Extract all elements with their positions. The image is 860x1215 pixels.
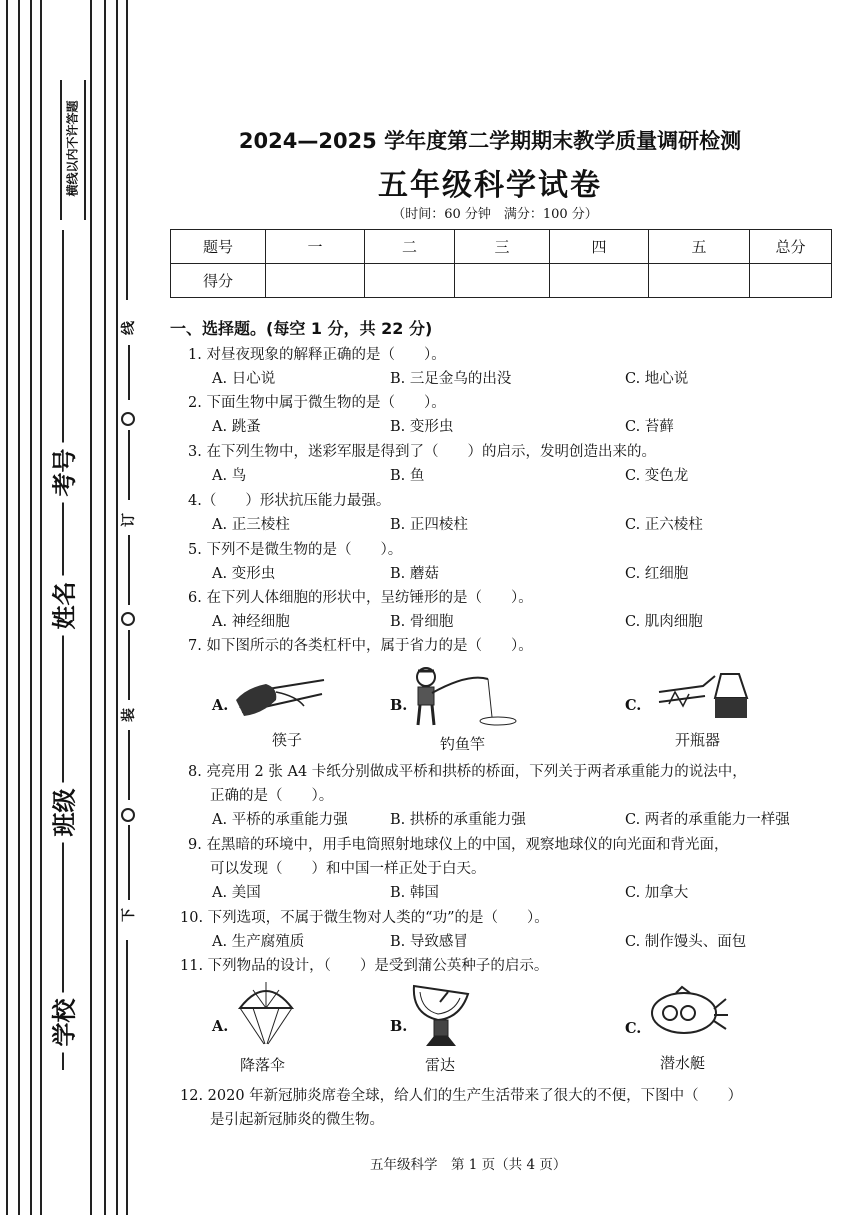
score-cell: 题号 [171, 230, 266, 264]
option-a: A. 变形虫 [212, 566, 276, 582]
score-input-cell[interactable] [266, 264, 365, 298]
caption-bottle-opener: 开瓶器 [675, 731, 721, 749]
field-name: 姓名 [45, 576, 80, 636]
option-a: A. 平桥的承重能力强 [212, 812, 348, 828]
binding-dash [128, 825, 130, 900]
binding-dash [128, 630, 130, 700]
question-stem-continued: 是引起新冠肺炎的微生物。 [210, 1112, 384, 1128]
option-b: B. 拱桥的承重能力强 [390, 812, 526, 828]
option-c: C. 两者的承重能力一样强 [625, 812, 790, 828]
score-cell: 总分 [750, 230, 832, 264]
option-c: C. 正六棱柱 [625, 517, 703, 533]
section-heading: 一、选择题。(每空 1 分，共 22 分) [170, 319, 433, 338]
option-c: C. 红细胞 [625, 566, 689, 582]
option-a: A. 日心说 [212, 371, 276, 387]
submarine-image [648, 985, 733, 1040]
binding-hole [121, 612, 135, 626]
binding-dash [128, 345, 130, 400]
score-row-label: 得分 [171, 264, 266, 298]
option-b: B. 骨细胞 [390, 614, 454, 630]
fishing-rod-image [408, 663, 528, 733]
option-b-label: B. [390, 697, 408, 714]
option-a-label: A. [212, 697, 229, 714]
question-stem: 6. 在下列人体细胞的形状中，呈纺锤形的是（ ）。 [188, 590, 533, 606]
caption-parachute: 降落伞 [240, 1056, 286, 1074]
option-c: C. 加拿大 [625, 885, 689, 901]
notice-text: 横线以内不许答题 [65, 100, 80, 197]
binding-hole [121, 412, 135, 426]
option-b: B. 三足金乌的出没 [390, 371, 512, 387]
radar-image [408, 980, 478, 1052]
binding-dash [128, 430, 130, 500]
field-class: 班级 [45, 783, 80, 843]
question-stem: 10. 下列选项，不属于微生物对人类的“功”的是（ ）。 [180, 910, 549, 926]
question-stem: 4.（ ）形状抗压能力最强。 [188, 493, 391, 509]
parachute-image [236, 980, 296, 1052]
option-b: B. 蘑菇 [390, 566, 439, 582]
question-stem-continued: 正确的是（ ）。 [210, 788, 334, 804]
score-table [170, 229, 832, 298]
option-a: A. 神经细胞 [212, 614, 290, 630]
option-a: A. 美国 [212, 885, 261, 901]
score-table-header-row [171, 230, 832, 264]
score-input-cell[interactable] [649, 264, 750, 298]
page-footer: 五年级科学 第 1 页（共 4 页） [370, 1157, 567, 1173]
option-c-label: C. [625, 697, 642, 714]
student-info-line [62, 230, 84, 1070]
question-stem: 8. 亮亮用 2 张 A4 卡纸分别做成平桥和拱桥的桥面，下列关于两者承重能力的说法中， [188, 764, 747, 780]
caption-chopsticks: 筷子 [272, 731, 303, 749]
score-cell: 一 [266, 230, 365, 264]
score-input-cell[interactable] [455, 264, 550, 298]
question-stem: 3. 在下列生物中，迷彩军服是得到了（ ）的启示，发明创造出来的。 [188, 444, 656, 460]
binding-mark-order: 订 [121, 513, 137, 527]
question-stem: 7. 如下图所示的各类杠杆中，属于省力的是（ ）。 [188, 638, 533, 654]
option-a: A. 鸟 [212, 468, 247, 484]
option-c: C. 苔藓 [625, 419, 674, 435]
binding-mark-bind: 装 [121, 708, 137, 722]
chopsticks-image [232, 670, 332, 720]
binding-mark-below: 下 [121, 908, 137, 922]
option-c-label: C. [625, 1020, 642, 1037]
binding-dash [128, 535, 130, 605]
subject-title: 五年级科学试卷 [378, 168, 602, 203]
option-a: A. 跳蚤 [212, 419, 261, 435]
question-stem: 9. 在黑暗的环境中，用手电筒照射地球仪上的中国，观察地球仪的向光面和背光面， [188, 837, 729, 853]
exam-title: 2024—2025 学年度第二学期期末教学质量调研检测 [238, 129, 742, 153]
option-c: C. 地心说 [625, 371, 689, 387]
binding-hole [121, 808, 135, 822]
binding-mark-line: 线 [121, 321, 137, 335]
score-table-score-row [171, 264, 832, 298]
caption-fishing-rod: 钓鱼竿 [440, 735, 486, 753]
option-b: B. 变形虫 [390, 419, 454, 435]
score-input-cell[interactable] [550, 264, 649, 298]
option-a: A. 正三棱柱 [212, 517, 290, 533]
question-stem: 1. 对昼夜现象的解释正确的是（ ）。 [188, 347, 446, 363]
option-c: C. 制作馒头、面包 [625, 934, 747, 950]
question-stem: 5. 下列不是微生物的是（ ）。 [188, 542, 403, 558]
score-cell: 三 [455, 230, 550, 264]
binding-dash [128, 730, 130, 800]
option-b: B. 导致感冒 [390, 934, 468, 950]
bottle-opener-image [655, 668, 755, 723]
caption-submarine: 潜水艇 [660, 1054, 706, 1072]
score-cell: 五 [649, 230, 750, 264]
option-b: B. 鱼 [390, 468, 425, 484]
field-exam-number: 考号 [45, 443, 80, 503]
question-stem: 12. 2020 年新冠肺炎席卷全球，给人们的生产生活带来了很大的不便，下图中（ ） [180, 1088, 743, 1104]
option-b: B. 正四棱柱 [390, 517, 468, 533]
score-input-cell[interactable] [365, 264, 455, 298]
score-cell: 四 [550, 230, 649, 264]
score-input-cell[interactable] [750, 264, 832, 298]
option-b: B. 韩国 [390, 885, 439, 901]
question-stem: 11. 下列物品的设计，（ ）是受到蒲公英种子的启示。 [180, 958, 549, 974]
field-school: 学校 [45, 993, 80, 1053]
option-b-label: B. [390, 1018, 408, 1035]
option-a: A. 生产腐殖质 [212, 934, 305, 950]
caption-radar: 雷达 [425, 1056, 456, 1074]
option-a-label: A. [212, 1018, 229, 1035]
question-stem-continued: 可以发现（ ）和中国一样正处于白天。 [210, 861, 486, 877]
exam-info: （时间：60 分钟 满分：100 分） [392, 207, 598, 222]
option-c: C. 肌肉细胞 [625, 614, 703, 630]
question-stem: 2. 下面生物中属于微生物的是（ ）。 [188, 395, 446, 411]
option-c: C. 变色龙 [625, 468, 689, 484]
score-cell: 二 [365, 230, 455, 264]
